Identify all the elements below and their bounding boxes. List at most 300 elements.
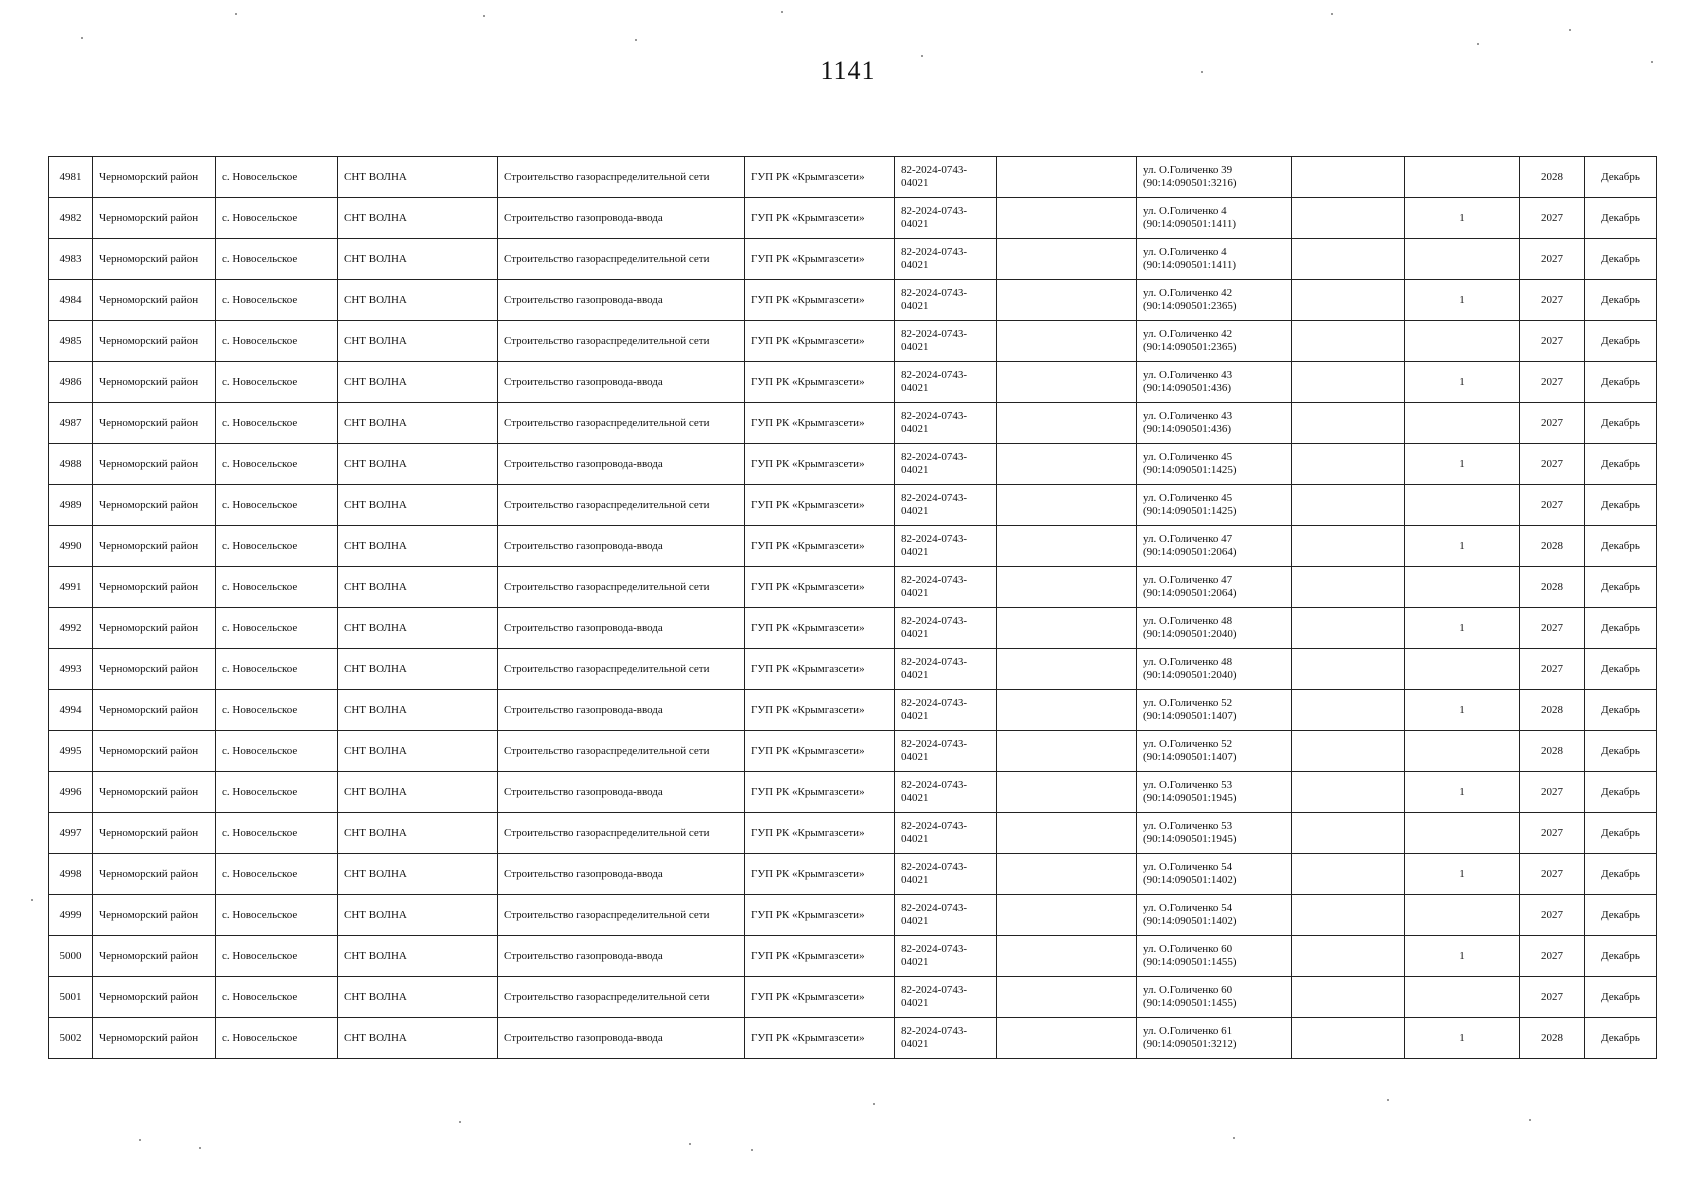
organization-cell: СНТ ВОЛНА — [338, 813, 498, 854]
settlement-cell: с. Новосельское — [216, 157, 338, 198]
year-cell: 2027 — [1520, 280, 1585, 321]
year-cell: 2027 — [1520, 198, 1585, 239]
district-cell: Черноморский район — [93, 444, 216, 485]
quantity-cell: 1 — [1405, 526, 1520, 567]
empty-cell — [1292, 977, 1405, 1018]
customer-cell: ГУП РК «Крымгазсети» — [745, 649, 895, 690]
address-cell: ул. О.Голиченко 45 (90:14:090501:1425) — [1137, 444, 1292, 485]
settlement-cell: с. Новосельское — [216, 239, 338, 280]
year-cell: 2028 — [1520, 526, 1585, 567]
table-row — [49, 1018, 1657, 1059]
work-type-cell: Строительство газораспределительной сети — [498, 731, 745, 772]
year-cell: 2027 — [1520, 936, 1585, 977]
empty-cell — [997, 567, 1137, 608]
contract-number-cell: 82-2024-0743-04021 — [895, 1018, 997, 1059]
empty-cell — [997, 854, 1137, 895]
work-type-cell: Строительство газопровода-ввода — [498, 772, 745, 813]
month-cell: Декабрь — [1585, 936, 1657, 977]
work-type-cell: Строительство газораспределительной сети — [498, 813, 745, 854]
customer-cell: ГУП РК «Крымгазсети» — [745, 444, 895, 485]
year-cell: 2028 — [1520, 157, 1585, 198]
work-type-cell: Строительство газопровода-ввода — [498, 526, 745, 567]
settlement-cell: с. Новосельское — [216, 526, 338, 567]
empty-cell — [997, 936, 1137, 977]
work-type-cell: Строительство газораспределительной сети — [498, 485, 745, 526]
customer-cell: ГУП РК «Крымгазсети» — [745, 936, 895, 977]
month-cell: Декабрь — [1585, 813, 1657, 854]
table-row — [49, 198, 1657, 239]
empty-cell — [997, 362, 1137, 403]
month-cell: Декабрь — [1585, 608, 1657, 649]
empty-cell — [997, 403, 1137, 444]
month-cell: Декабрь — [1585, 1018, 1657, 1059]
customer-cell: ГУП РК «Крымгазсети» — [745, 321, 895, 362]
empty-cell — [1292, 321, 1405, 362]
table-row — [49, 936, 1657, 977]
district-cell: Черноморский район — [93, 526, 216, 567]
empty-cell — [997, 198, 1137, 239]
month-cell: Декабрь — [1585, 649, 1657, 690]
settlement-cell: с. Новосельское — [216, 1018, 338, 1059]
customer-cell: ГУП РК «Крымгазсети» — [745, 895, 895, 936]
row-number: 4997 — [49, 813, 93, 854]
quantity-cell: 1 — [1405, 280, 1520, 321]
quantity-cell: 1 — [1405, 444, 1520, 485]
quantity-cell: 1 — [1405, 608, 1520, 649]
empty-cell — [997, 977, 1137, 1018]
work-type-cell: Строительство газораспределительной сети — [498, 567, 745, 608]
row-number: 4985 — [49, 321, 93, 362]
table-row — [49, 895, 1657, 936]
work-type-cell: Строительство газораспределительной сети — [498, 649, 745, 690]
contract-number-cell: 82-2024-0743-04021 — [895, 690, 997, 731]
district-cell: Черноморский район — [93, 772, 216, 813]
empty-cell — [997, 649, 1137, 690]
work-type-cell: Строительство газопровода-ввода — [498, 362, 745, 403]
settlement-cell: с. Новосельское — [216, 444, 338, 485]
address-cell: ул. О.Голиченко 61 (90:14:090501:3212) — [1137, 1018, 1292, 1059]
customer-cell: ГУП РК «Крымгазсети» — [745, 567, 895, 608]
empty-cell — [1292, 772, 1405, 813]
address-cell: ул. О.Голиченко 54 (90:14:090501:1402) — [1137, 895, 1292, 936]
organization-cell: СНТ ВОЛНА — [338, 1018, 498, 1059]
row-number: 4992 — [49, 608, 93, 649]
month-cell: Декабрь — [1585, 690, 1657, 731]
table-row — [49, 772, 1657, 813]
year-cell: 2027 — [1520, 649, 1585, 690]
organization-cell: СНТ ВОЛНА — [338, 854, 498, 895]
empty-cell — [997, 485, 1137, 526]
empty-cell — [1292, 690, 1405, 731]
quantity-cell — [1405, 567, 1520, 608]
contract-number-cell: 82-2024-0743-04021 — [895, 526, 997, 567]
year-cell: 2027 — [1520, 977, 1585, 1018]
contract-number-cell: 82-2024-0743-04021 — [895, 936, 997, 977]
contract-number-cell: 82-2024-0743-04021 — [895, 567, 997, 608]
quantity-cell — [1405, 731, 1520, 772]
work-type-cell: Строительство газопровода-ввода — [498, 1018, 745, 1059]
address-cell: ул. О.Голиченко 39 (90:14:090501:3216) — [1137, 157, 1292, 198]
customer-cell: ГУП РК «Крымгазсети» — [745, 157, 895, 198]
contract-number-cell: 82-2024-0743-04021 — [895, 731, 997, 772]
address-cell: ул. О.Голиченко 42 (90:14:090501:2365) — [1137, 321, 1292, 362]
contract-number-cell: 82-2024-0743-04021 — [895, 444, 997, 485]
register-table — [48, 156, 1657, 1059]
row-number: 4984 — [49, 280, 93, 321]
month-cell: Декабрь — [1585, 444, 1657, 485]
district-cell: Черноморский район — [93, 813, 216, 854]
row-number: 4981 — [49, 157, 93, 198]
address-cell: ул. О.Голиченко 60 (90:14:090501:1455) — [1137, 977, 1292, 1018]
organization-cell: СНТ ВОЛНА — [338, 690, 498, 731]
organization-cell: СНТ ВОЛНА — [338, 280, 498, 321]
year-cell: 2027 — [1520, 608, 1585, 649]
month-cell: Декабрь — [1585, 198, 1657, 239]
empty-cell — [1292, 649, 1405, 690]
empty-cell — [997, 772, 1137, 813]
month-cell: Декабрь — [1585, 403, 1657, 444]
year-cell: 2027 — [1520, 895, 1585, 936]
month-cell: Декабрь — [1585, 321, 1657, 362]
empty-cell — [1292, 854, 1405, 895]
settlement-cell: с. Новосельское — [216, 608, 338, 649]
empty-cell — [997, 731, 1137, 772]
register-body — [49, 157, 1657, 1059]
table-row — [49, 608, 1657, 649]
district-cell: Черноморский район — [93, 567, 216, 608]
year-cell: 2027 — [1520, 854, 1585, 895]
contract-number-cell: 82-2024-0743-04021 — [895, 198, 997, 239]
empty-cell — [997, 1018, 1137, 1059]
month-cell: Декабрь — [1585, 485, 1657, 526]
district-cell: Черноморский район — [93, 854, 216, 895]
table-row — [49, 567, 1657, 608]
year-cell: 2027 — [1520, 813, 1585, 854]
settlement-cell: с. Новосельское — [216, 403, 338, 444]
customer-cell: ГУП РК «Крымгазсети» — [745, 198, 895, 239]
settlement-cell: с. Новосельское — [216, 690, 338, 731]
district-cell: Черноморский район — [93, 321, 216, 362]
table-row — [49, 526, 1657, 567]
work-type-cell: Строительство газопровода-ввода — [498, 690, 745, 731]
customer-cell: ГУП РК «Крымгазсети» — [745, 403, 895, 444]
address-cell: ул. О.Голиченко 52 (90:14:090501:1407) — [1137, 690, 1292, 731]
address-cell: ул. О.Голиченко 48 (90:14:090501:2040) — [1137, 608, 1292, 649]
work-type-cell: Строительство газораспределительной сети — [498, 403, 745, 444]
empty-cell — [1292, 403, 1405, 444]
quantity-cell — [1405, 813, 1520, 854]
quantity-cell: 1 — [1405, 690, 1520, 731]
district-cell: Черноморский район — [93, 198, 216, 239]
work-type-cell: Строительство газораспределительной сети — [498, 321, 745, 362]
empty-cell — [1292, 362, 1405, 403]
row-number: 5002 — [49, 1018, 93, 1059]
district-cell: Черноморский район — [93, 895, 216, 936]
organization-cell: СНТ ВОЛНА — [338, 157, 498, 198]
address-cell: ул. О.Голиченко 42 (90:14:090501:2365) — [1137, 280, 1292, 321]
settlement-cell: с. Новосельское — [216, 731, 338, 772]
page-number: 1141 — [820, 56, 876, 85]
quantity-cell — [1405, 895, 1520, 936]
month-cell: Декабрь — [1585, 567, 1657, 608]
row-number: 4988 — [49, 444, 93, 485]
contract-number-cell: 82-2024-0743-04021 — [895, 649, 997, 690]
empty-cell — [1292, 1018, 1405, 1059]
organization-cell: СНТ ВОЛНА — [338, 772, 498, 813]
address-cell: ул. О.Голиченко 43 (90:14:090501:436) — [1137, 403, 1292, 444]
row-number: 4990 — [49, 526, 93, 567]
contract-number-cell: 82-2024-0743-04021 — [895, 362, 997, 403]
address-cell: ул. О.Голиченко 4 (90:14:090501:1411) — [1137, 198, 1292, 239]
table-row — [49, 157, 1657, 198]
year-cell: 2027 — [1520, 239, 1585, 280]
customer-cell: ГУП РК «Крымгазсети» — [745, 239, 895, 280]
year-cell: 2027 — [1520, 485, 1585, 526]
quantity-cell — [1405, 485, 1520, 526]
year-cell: 2027 — [1520, 362, 1585, 403]
work-type-cell: Строительство газопровода-ввода — [498, 198, 745, 239]
settlement-cell: с. Новосельское — [216, 936, 338, 977]
table-row — [49, 239, 1657, 280]
empty-cell — [997, 895, 1137, 936]
address-cell: ул. О.Голиченко 47 (90:14:090501:2064) — [1137, 526, 1292, 567]
address-cell: ул. О.Голиченко 53 (90:14:090501:1945) — [1137, 813, 1292, 854]
year-cell: 2027 — [1520, 444, 1585, 485]
empty-cell — [1292, 936, 1405, 977]
organization-cell: СНТ ВОЛНА — [338, 444, 498, 485]
table-row — [49, 403, 1657, 444]
address-cell: ул. О.Голиченко 48 (90:14:090501:2040) — [1137, 649, 1292, 690]
settlement-cell: с. Новосельское — [216, 649, 338, 690]
month-cell: Декабрь — [1585, 526, 1657, 567]
empty-cell — [1292, 239, 1405, 280]
empty-cell — [1292, 280, 1405, 321]
customer-cell: ГУП РК «Крымгазсети» — [745, 526, 895, 567]
address-cell: ул. О.Голиченко 45 (90:14:090501:1425) — [1137, 485, 1292, 526]
customer-cell: ГУП РК «Крымгазсети» — [745, 731, 895, 772]
row-number: 4989 — [49, 485, 93, 526]
work-type-cell: Строительство газораспределительной сети — [498, 977, 745, 1018]
contract-number-cell: 82-2024-0743-04021 — [895, 608, 997, 649]
quantity-cell: 1 — [1405, 772, 1520, 813]
row-number: 4982 — [49, 198, 93, 239]
empty-cell — [1292, 198, 1405, 239]
table-row — [49, 485, 1657, 526]
year-cell: 2028 — [1520, 1018, 1585, 1059]
district-cell: Черноморский район — [93, 157, 216, 198]
table-row — [49, 813, 1657, 854]
customer-cell: ГУП РК «Крымгазсети» — [745, 813, 895, 854]
organization-cell: СНТ ВОЛНА — [338, 526, 498, 567]
work-type-cell: Строительство газопровода-ввода — [498, 444, 745, 485]
table-row — [49, 854, 1657, 895]
empty-cell — [1292, 895, 1405, 936]
contract-number-cell: 82-2024-0743-04021 — [895, 813, 997, 854]
quantity-cell — [1405, 403, 1520, 444]
address-cell: ул. О.Голиченко 43 (90:14:090501:436) — [1137, 362, 1292, 403]
settlement-cell: с. Новосельское — [216, 567, 338, 608]
table-row — [49, 280, 1657, 321]
contract-number-cell: 82-2024-0743-04021 — [895, 280, 997, 321]
empty-cell — [1292, 157, 1405, 198]
settlement-cell: с. Новосельское — [216, 772, 338, 813]
work-type-cell: Строительство газораспределительной сети — [498, 239, 745, 280]
contract-number-cell: 82-2024-0743-04021 — [895, 321, 997, 362]
quantity-cell: 1 — [1405, 198, 1520, 239]
customer-cell: ГУП РК «Крымгазсети» — [745, 362, 895, 403]
table-row — [49, 690, 1657, 731]
district-cell: Черноморский район — [93, 362, 216, 403]
district-cell: Черноморский район — [93, 649, 216, 690]
contract-number-cell: 82-2024-0743-04021 — [895, 403, 997, 444]
customer-cell: ГУП РК «Крымгазсети» — [745, 977, 895, 1018]
year-cell: 2028 — [1520, 567, 1585, 608]
organization-cell: СНТ ВОЛНА — [338, 936, 498, 977]
month-cell: Декабрь — [1585, 280, 1657, 321]
settlement-cell: с. Новосельское — [216, 362, 338, 403]
organization-cell: СНТ ВОЛНА — [338, 198, 498, 239]
address-cell: ул. О.Голиченко 54 (90:14:090501:1402) — [1137, 854, 1292, 895]
month-cell: Декабрь — [1585, 772, 1657, 813]
year-cell: 2028 — [1520, 731, 1585, 772]
year-cell: 2027 — [1520, 321, 1585, 362]
address-cell: ул. О.Голиченко 4 (90:14:090501:1411) — [1137, 239, 1292, 280]
customer-cell: ГУП РК «Крымгазсети» — [745, 608, 895, 649]
row-number: 4996 — [49, 772, 93, 813]
organization-cell: СНТ ВОЛНА — [338, 567, 498, 608]
year-cell: 2027 — [1520, 403, 1585, 444]
empty-cell — [997, 813, 1137, 854]
row-number: 4998 — [49, 854, 93, 895]
organization-cell: СНТ ВОЛНА — [338, 239, 498, 280]
row-number: 4993 — [49, 649, 93, 690]
organization-cell: СНТ ВОЛНА — [338, 895, 498, 936]
contract-number-cell: 82-2024-0743-04021 — [895, 854, 997, 895]
organization-cell: СНТ ВОЛНА — [338, 731, 498, 772]
row-number: 4983 — [49, 239, 93, 280]
quantity-cell — [1405, 157, 1520, 198]
work-type-cell: Строительство газопровода-ввода — [498, 608, 745, 649]
contract-number-cell: 82-2024-0743-04021 — [895, 157, 997, 198]
empty-cell — [997, 321, 1137, 362]
organization-cell: СНТ ВОЛНА — [338, 608, 498, 649]
contract-number-cell: 82-2024-0743-04021 — [895, 239, 997, 280]
organization-cell: СНТ ВОЛНА — [338, 485, 498, 526]
month-cell: Декабрь — [1585, 239, 1657, 280]
work-type-cell: Строительство газораспределительной сети — [498, 895, 745, 936]
month-cell: Декабрь — [1585, 362, 1657, 403]
settlement-cell: с. Новосельское — [216, 813, 338, 854]
settlement-cell: с. Новосельское — [216, 280, 338, 321]
row-number: 5001 — [49, 977, 93, 1018]
organization-cell: СНТ ВОЛНА — [338, 403, 498, 444]
table-row — [49, 362, 1657, 403]
district-cell: Черноморский район — [93, 280, 216, 321]
quantity-cell: 1 — [1405, 936, 1520, 977]
quantity-cell: 1 — [1405, 362, 1520, 403]
work-type-cell: Строительство газопровода-ввода — [498, 280, 745, 321]
empty-cell — [1292, 608, 1405, 649]
empty-cell — [997, 280, 1137, 321]
empty-cell — [997, 690, 1137, 731]
row-number: 4994 — [49, 690, 93, 731]
row-number: 4987 — [49, 403, 93, 444]
organization-cell: СНТ ВОЛНА — [338, 321, 498, 362]
address-cell: ул. О.Голиченко 53 (90:14:090501:1945) — [1137, 772, 1292, 813]
empty-cell — [997, 444, 1137, 485]
work-type-cell: Строительство газопровода-ввода — [498, 854, 745, 895]
month-cell: Декабрь — [1585, 854, 1657, 895]
contract-number-cell: 82-2024-0743-04021 — [895, 772, 997, 813]
district-cell: Черноморский район — [93, 608, 216, 649]
district-cell: Черноморский район — [93, 1018, 216, 1059]
quantity-cell: 1 — [1405, 1018, 1520, 1059]
empty-cell — [1292, 526, 1405, 567]
row-number: 4991 — [49, 567, 93, 608]
empty-cell — [997, 239, 1137, 280]
quantity-cell: 1 — [1405, 854, 1520, 895]
customer-cell: ГУП РК «Крымгазсети» — [745, 280, 895, 321]
address-cell: ул. О.Голиченко 52 (90:14:090501:1407) — [1137, 731, 1292, 772]
contract-number-cell: 82-2024-0743-04021 — [895, 895, 997, 936]
empty-cell — [1292, 444, 1405, 485]
empty-cell — [997, 608, 1137, 649]
customer-cell: ГУП РК «Крымгазсети» — [745, 485, 895, 526]
table-row — [49, 321, 1657, 362]
work-type-cell: Строительство газопровода-ввода — [498, 936, 745, 977]
organization-cell: СНТ ВОЛНА — [338, 977, 498, 1018]
table-row — [49, 444, 1657, 485]
settlement-cell: с. Новосельское — [216, 977, 338, 1018]
district-cell: Черноморский район — [93, 977, 216, 1018]
contract-number-cell: 82-2024-0743-04021 — [895, 977, 997, 1018]
empty-cell — [1292, 731, 1405, 772]
customer-cell: ГУП РК «Крымгазсети» — [745, 690, 895, 731]
settlement-cell: с. Новосельское — [216, 895, 338, 936]
settlement-cell: с. Новосельское — [216, 854, 338, 895]
district-cell: Черноморский район — [93, 936, 216, 977]
month-cell: Декабрь — [1585, 977, 1657, 1018]
settlement-cell: с. Новосельское — [216, 198, 338, 239]
quantity-cell — [1405, 649, 1520, 690]
year-cell: 2028 — [1520, 690, 1585, 731]
district-cell: Черноморский район — [93, 403, 216, 444]
quantity-cell — [1405, 321, 1520, 362]
quantity-cell — [1405, 239, 1520, 280]
organization-cell: СНТ ВОЛНА — [338, 649, 498, 690]
district-cell: Черноморский район — [93, 239, 216, 280]
contract-number-cell: 82-2024-0743-04021 — [895, 485, 997, 526]
row-number: 4999 — [49, 895, 93, 936]
month-cell: Декабрь — [1585, 895, 1657, 936]
table-row — [49, 649, 1657, 690]
month-cell: Декабрь — [1585, 157, 1657, 198]
district-cell: Черноморский район — [93, 690, 216, 731]
empty-cell — [997, 526, 1137, 567]
district-cell: Черноморский район — [93, 485, 216, 526]
year-cell: 2027 — [1520, 772, 1585, 813]
empty-cell — [1292, 813, 1405, 854]
customer-cell: ГУП РК «Крымгазсети» — [745, 772, 895, 813]
row-number: 4986 — [49, 362, 93, 403]
quantity-cell — [1405, 977, 1520, 1018]
organization-cell: СНТ ВОЛНА — [338, 362, 498, 403]
month-cell: Декабрь — [1585, 731, 1657, 772]
empty-cell — [1292, 485, 1405, 526]
customer-cell: ГУП РК «Крымгазсети» — [745, 1018, 895, 1059]
work-type-cell: Строительство газораспределительной сети — [498, 157, 745, 198]
settlement-cell: с. Новосельское — [216, 485, 338, 526]
